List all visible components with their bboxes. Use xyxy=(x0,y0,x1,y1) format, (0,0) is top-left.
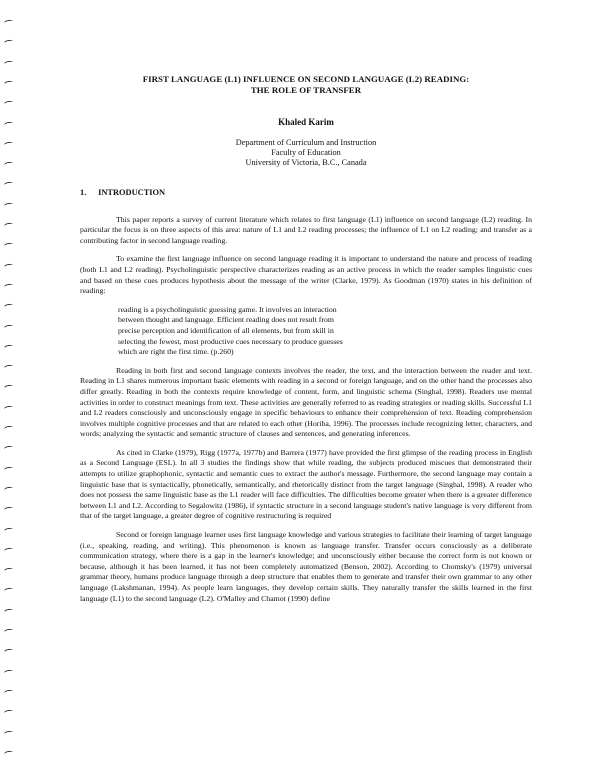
title-line-1: FIRST LANGUAGE (L1) INFLUENCE ON SECOND LANGUAGE (L2) READING: xyxy=(142,74,470,84)
margin-mark xyxy=(4,608,14,614)
affiliation-faculty: Faculty of Education xyxy=(271,148,341,158)
margin-mark xyxy=(4,39,14,45)
margin-mark xyxy=(4,527,14,533)
margin-mark xyxy=(4,425,14,431)
margin-mark xyxy=(4,405,14,411)
block-quote xyxy=(118,305,418,358)
affiliation-university: University of Victoria, B.C., Canada xyxy=(245,158,367,168)
margin-mark xyxy=(4,60,14,66)
margin-mark xyxy=(4,750,14,756)
margin-mark xyxy=(4,669,14,675)
section-number: 1. xyxy=(80,187,87,197)
margin-mark xyxy=(4,181,14,187)
paragraph-3: Reading in both first and second language contexts involves the reader, the text, and the interaction between the reader and text. Reading in L1 shares numerous important basic elements with reading in a second or foreign language, and on the other hand the processes also differ greatly. Reading in both the contexts require knowledge of content, form, and linguistic schema (Singhal, 1998). Readers use mental activities in order to construct meanings from text. These activities are generally referred to as reading strategies or reading skills. Successful L1 and L2 readers consciously and unconsciously engage in specific behaviours to enhance their comprehension of text. Reading comprehension involves multiple cognitive processes and that are related to each other (Horiba, 1996). The processes include recognizing letter, characters, and words; analyzing the syntactic and semantic structure of clauses and sentences, and generating inferences. xyxy=(80,365,532,439)
margin-mark xyxy=(4,628,14,634)
author-name: Khaled Karim xyxy=(278,117,334,127)
paragraph-2: To examine the first language influence on second language reading it is important to understand the nature and process of reading (both L1 and L2 reading). Psycholinguistic perspective characterizes reading as an active process in which the reader samples linguistic cues and based on these cues produces hypothesis about the message of the writer (Clarke, 1979). As Goodman (1970) states in his definition of reading: xyxy=(80,254,532,296)
margin-mark xyxy=(4,19,14,25)
paper-title xyxy=(80,74,532,95)
margin-mark xyxy=(4,263,14,269)
margin-mark xyxy=(4,730,14,736)
margin-mark xyxy=(4,506,14,512)
margin-mark xyxy=(4,648,14,654)
affiliation xyxy=(80,138,532,169)
margin-mark xyxy=(4,344,14,350)
margin-mark xyxy=(4,324,14,330)
paragraph-4: As cited in Clarke (1979), Rigg (1977a, 1977b) and Barrera (1977) have provided the first glimpse of the reading process in English as a Second Language (ESL). In all 3 studies the findings show that while reading, the subjects produced miscues that demonstrated their attempts to utilize graphophonic, syntactic and semantic cues to extract the author's message. Furthermore, the second language may contain a linguistic base that is syntactically, phonetically, semantically, and rhetorically distinct from the target language (Singhal, 1998). A reader who does not possess the same linguistic base as the L1 reader will face difficulties. The difficulties become greater when there is a greater difference between L1 and L2. According to Segalowitz (1986), if syntactic structure in a second language student's native language is very different from that of the target language, a greater degree of cognitive restructuring is required xyxy=(80,447,532,521)
margin-mark xyxy=(4,283,14,289)
margin-mark xyxy=(4,141,14,147)
margin-mark xyxy=(4,445,14,451)
margin-mark xyxy=(4,567,14,573)
margin-mark xyxy=(4,202,14,208)
binder-margin-marks xyxy=(4,20,16,776)
margin-mark xyxy=(4,121,14,127)
margin-mark xyxy=(4,689,14,695)
margin-mark xyxy=(4,303,14,309)
margin-mark xyxy=(4,161,14,167)
quote-line: precise perception and identification of all elements, but from skill in xyxy=(118,325,334,335)
paper-page xyxy=(80,62,532,604)
quote-line: selecting the fewest, most productive cues necessary to produce guesses xyxy=(118,336,343,346)
section-title: INTRODUCTION xyxy=(98,187,166,197)
quote-line: which are right the first time. (p.260) xyxy=(118,347,234,357)
margin-mark xyxy=(4,242,14,248)
title-line-2: THE ROLE OF TRANSFER xyxy=(250,84,362,95)
quote-line: between thought and language. Efficient reading does not result from xyxy=(118,315,334,325)
margin-mark xyxy=(4,80,14,86)
quote-line: reading is a psycholinguistic guessing game. It involves an interaction xyxy=(118,304,337,314)
paragraph-1: This paper reports a survey of current literature which relates to first language (L1) influence on second language (L2) reading. In particular the focus is on three aspects of this area: nature of L1 and L2 reading processes; the influence of L1 on L2 reading; and transfer as a contributing factor in second language reading. xyxy=(80,214,532,245)
margin-mark xyxy=(4,100,14,106)
margin-mark xyxy=(4,547,14,553)
margin-mark xyxy=(4,587,14,593)
margin-mark xyxy=(4,466,14,472)
affiliation-department: Department of Curriculum and Instruction xyxy=(235,138,377,147)
paragraph-5: Second or foreign language learner uses first language knowledge and various strategies to facilitate their learning of target language (i.e., speaking, reading, and writing). This phenomenon is known as language transfer. Transfer occurs consciously as a deliberate communication strategy, where there is a gap in the learner's knowledge; and unconsciously either because the correct form is not known or because, although it has been learned, it has not been completely automatized (Benson, 2002). According to Chomsky's (1979) universal grammar theory, humans produce language through a deep structure that enables them to generate and transfer their own grammar to any other language (Lakshmanan, 1994). As people learn languages, they develop certain skills. They naturally transfer the skills learned in the first language (L1) to the second language (L2). O'Malley and Chamot (1990) define xyxy=(80,530,532,603)
margin-mark xyxy=(4,486,14,492)
margin-mark xyxy=(4,709,14,715)
margin-mark xyxy=(4,384,14,390)
margin-mark xyxy=(4,222,14,228)
margin-mark xyxy=(4,364,14,370)
section-heading xyxy=(80,188,532,197)
